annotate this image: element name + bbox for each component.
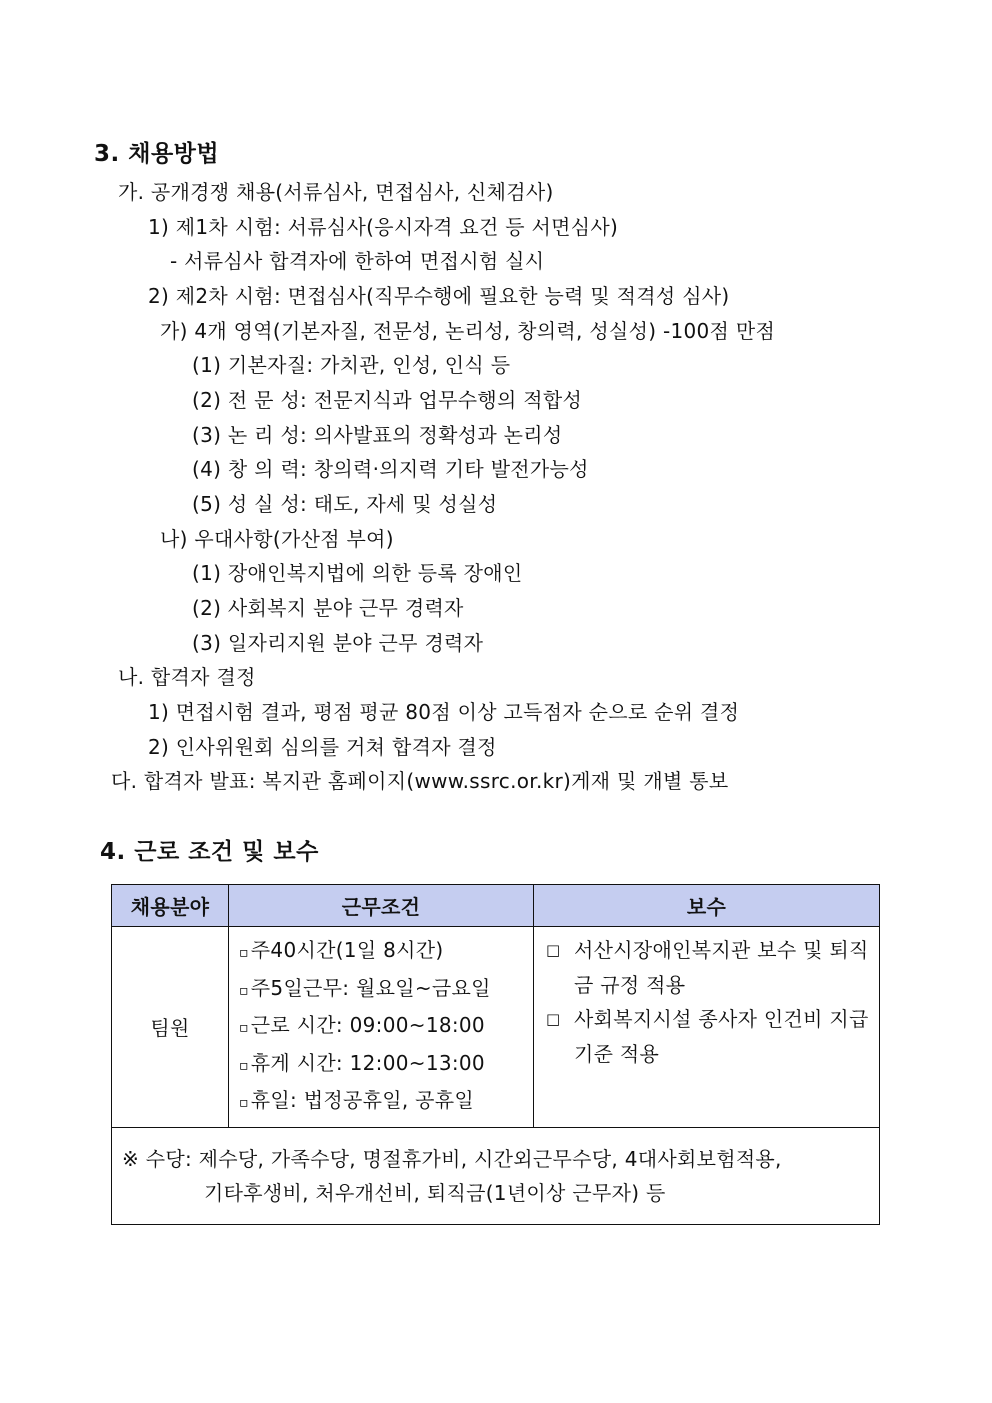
preference-disabled: (1) 장애인복지법에 의한 등록 장애인: [192, 561, 523, 585]
table-row: [112, 927, 880, 1128]
eval-area-creativity: (4) 창 의 력: 창의력·의지력 기타 발전가능성: [192, 457, 589, 481]
eval-area-logic: (3) 논 리 성: 의사발표의 정확성과 논리성: [192, 423, 563, 447]
square-bullet-icon: ▫: [239, 1057, 249, 1074]
pay-cell: [534, 927, 880, 1128]
checkbox-bullet-icon: □: [546, 941, 561, 959]
eval-area-expertise: (2) 전 문 성: 전문지식과 업무수행의 적합성: [192, 388, 583, 412]
square-bullet-icon: ▫: [239, 1095, 249, 1111]
square-bullet-icon: ▫: [239, 1020, 249, 1036]
method-second-exam: 2) 제2차 시험: 면접심사(직무수행에 필요한 능력 및 적격성 심사): [148, 284, 730, 308]
table-header-row: [112, 885, 880, 927]
pay-text: 서산시장애인복지관 보수 및 퇴직금 규정 적용: [574, 938, 869, 997]
method-open-competition: 가. 공개경쟁 채용(서류심사, 면접심사, 신체검사): [118, 180, 554, 204]
eval-area-sincerity: (5) 성 실 성: 태도, 자세 및 성실성: [192, 492, 498, 516]
preference-social-welfare: (2) 사회복지 분야 근무 경력자: [192, 596, 464, 620]
method-first-exam-note: - 서류심사 합격자에 한하여 면접시험 실시: [170, 249, 545, 273]
allowance-note-line-2: 기타후생비, 처우개선비, 퇴직금(1년이상 근무자) 등: [204, 1180, 666, 1205]
condition-item: [239, 1008, 525, 1046]
conditions-cell: [229, 927, 534, 1128]
condition-item: [239, 1046, 525, 1084]
method-first-exam: 1) 제1차 시험: 서류심사(응시자격 요건 등 서면심사): [148, 215, 619, 239]
condition-text: 근로 시간: 09:00~18:00: [250, 1013, 485, 1037]
eval-area-basic: (1) 기본자질: 가치관, 인성, 인식 등: [192, 353, 511, 377]
condition-item: [239, 971, 525, 1009]
pass-decision-committee: 2) 인사위원회 심의를 거쳐 합격자 결정: [148, 735, 497, 759]
eval-areas: 가) 4개 영역(기본자질, 전문성, 논리성, 창의력, 성실성) -100점 만점: [160, 319, 776, 343]
condition-text: 주5일근무: 월요일~금요일: [250, 975, 491, 1000]
condition-text: 주40시간(1일 8시간): [250, 938, 444, 962]
table-note-row: [112, 1127, 880, 1224]
square-bullet-icon: ▫: [239, 982, 249, 999]
preference-job-support: (3) 일자리지원 분야 근무 경력자: [192, 631, 484, 655]
header-field: 채용분야: [112, 885, 229, 927]
condition-text: 휴게 시간: 12:00~13:00: [250, 1050, 485, 1075]
allowance-note-cell: [112, 1127, 880, 1224]
pass-decision-score: 1) 면접시험 결과, 평점 평균 80점 이상 고득점자 순으로 순위 결정: [148, 700, 740, 724]
condition-text: 휴일: 법정공휴일, 공휴일: [250, 1088, 475, 1112]
section-4-title: 4. 근로 조건 및 보수: [100, 839, 319, 865]
square-bullet-icon: ▫: [239, 945, 249, 961]
header-conditions: 근무조건: [229, 885, 534, 927]
pass-announcement: 다. 합격자 발표: 복지관 홈페이지(www.ssrc.or.kr)게재 및 개별 통보: [111, 769, 729, 793]
section-3-title: 3. 채용방법: [94, 141, 220, 167]
pay-item: [546, 1002, 869, 1071]
pass-decision-title: 나. 합격자 결정: [118, 665, 256, 689]
field-cell: 팀원: [112, 927, 229, 1128]
pay-item: [546, 933, 869, 1002]
header-pay: 보수: [534, 885, 880, 927]
preference-title: 나) 우대사항(가산점 부여): [160, 527, 394, 551]
checkbox-bullet-icon: □: [546, 1010, 561, 1028]
allowance-note-line-1: ※ 수당: 제수당, 가족수당, 명절휴가비, 시간외근무수당, 4대사회보험적용,: [122, 1146, 782, 1171]
condition-item: [239, 933, 525, 971]
condition-item: [239, 1083, 525, 1121]
work-conditions-table: [111, 884, 880, 1225]
pay-text: 사회복지시설 종사자 인건비 지급기준 적용: [574, 1007, 869, 1066]
